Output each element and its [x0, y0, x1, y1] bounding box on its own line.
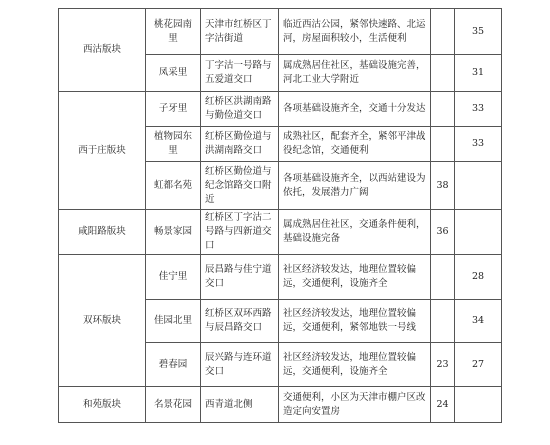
value-col-2: 34: [455, 300, 502, 343]
community-location: 丁字沽一号路与五爱道交口: [201, 55, 279, 92]
community-name: 畅景家园: [146, 210, 201, 255]
community-description: 各项基础设施齐全，交通十分发达: [279, 92, 431, 127]
value-col-2: 31: [455, 55, 502, 92]
region-cell: 和苑版块: [59, 387, 146, 423]
community-name: 桃花园南里: [146, 9, 201, 55]
value-col-1: 23: [431, 343, 455, 387]
community-description: 社区经济较发达，地理位置较偏远，交通便利，紧邻地铁一号线: [279, 300, 431, 343]
value-col-2: 28: [455, 255, 502, 300]
community-location: 红桥区洪湖南路与勤俭道交口: [201, 92, 279, 127]
community-name: 植物园东里: [146, 127, 201, 162]
community-location: 辰兴路与连环道交口: [201, 343, 279, 387]
community-name: 佳园北里: [146, 300, 201, 343]
value-col-2: [455, 162, 502, 210]
value-col-1: [431, 55, 455, 92]
value-col-2: 33: [455, 127, 502, 162]
region-cell: 双环版块: [59, 255, 146, 387]
table-row: [59, 210, 502, 255]
value-col-2: 33: [455, 92, 502, 127]
value-col-1: [431, 255, 455, 300]
community-description: 社区经济较发达，地理位置较偏远，交通便利，设施齐全: [279, 343, 431, 387]
community-description: 成熟社区，配套齐全，紧邻平津战役纪念馆，交通便利: [279, 127, 431, 162]
community-description: 临近西沽公园，紧邻快速路、北运河，房屋面积较小，生活便利: [279, 9, 431, 55]
community-description: 属成熟居住社区，基础设施完善，河北工业大学附近: [279, 55, 431, 92]
community-name: 名景花园: [146, 387, 201, 423]
table-row: [59, 9, 502, 55]
value-col-2: [455, 387, 502, 423]
value-col-2: 35: [455, 9, 502, 55]
listing-table: [58, 8, 502, 423]
region-cell: 咸阳路版块: [59, 210, 146, 255]
value-col-2: [455, 210, 502, 255]
community-location: 天津市红桥区丁字沽街道: [201, 9, 279, 55]
value-col-1: 24: [431, 387, 455, 423]
community-description: 属成熟居住社区，交通条件便利，基础设施完备: [279, 210, 431, 255]
value-col-1: [431, 9, 455, 55]
community-location: 辰昌路与佳宁道交口: [201, 255, 279, 300]
community-location: 红桥区双环西路与辰昌路交口: [201, 300, 279, 343]
value-col-1: 36: [431, 210, 455, 255]
community-name: 碧春园: [146, 343, 201, 387]
community-location: 红桥区勤俭道与洪湖南路交口: [201, 127, 279, 162]
table-row: [59, 92, 502, 127]
community-name: 虹都名苑: [146, 162, 201, 210]
region-cell: 西沽版块: [59, 9, 146, 92]
community-location: 红桥区勤俭道与纪念馆路交口附近: [201, 162, 279, 210]
community-description: 各项基础设施齐全，以西站建设为依托，发展潜力广阔: [279, 162, 431, 210]
value-col-1: [431, 127, 455, 162]
community-name: 佳宁里: [146, 255, 201, 300]
table-row: [59, 387, 502, 423]
region-cell: 西于庄版块: [59, 92, 146, 210]
community-description: 社区经济较发达，地理位置较偏远，交通便利，设施齐全: [279, 255, 431, 300]
community-location: 红桥区丁字沽二号路与四新道交口: [201, 210, 279, 255]
value-col-1: 38: [431, 162, 455, 210]
community-description: 交通便利，小区为天津市棚户区改造定向安置房: [279, 387, 431, 423]
community-name: 子牙里: [146, 92, 201, 127]
community-name: 凤采里: [146, 55, 201, 92]
value-col-1: [431, 92, 455, 127]
table-row: [59, 255, 502, 300]
value-col-2: 27: [455, 343, 502, 387]
value-col-1: [431, 300, 455, 343]
community-location: 西青道北侧: [201, 387, 279, 423]
